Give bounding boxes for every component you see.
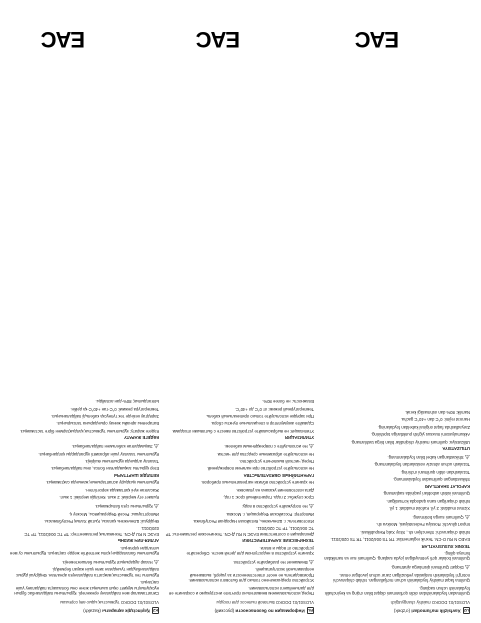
paragraph: Не используйте абразивные средства для чистки. xyxy=(216,451,314,457)
warning-triangle-icon: ⚠ xyxy=(308,442,314,449)
paragraph: Qurilmani bolalar qo'li yetmaydigan joyda saqlang. Qurilmani suv va namlikdan himoya qiling. xyxy=(324,550,470,562)
warning-line: ⚠Не погружайте устройство в воду. xyxy=(241,502,314,510)
warning-line: ⚠Зақымдалған кабельмен пайдаланбаңыз. xyxy=(71,442,159,450)
paragraph: Akkumulyatorni maxsus yig'ish punktlariga topshiring. xyxy=(370,432,470,438)
paragraph: Зарядтау кезінде тек түпнұсқа кабельді пайдаланыңыз. xyxy=(51,414,159,420)
section-heading: УТИЛИЗАЦИЯ xyxy=(285,435,314,441)
paragraph: Перед чисткой выключите устройство. xyxy=(239,459,314,465)
column-lang: (o'zbek) xyxy=(393,608,411,614)
paragraph: Влажность: не более 80%. xyxy=(262,399,314,405)
paragraph: При зарядке используйте только оригинальный кабель. xyxy=(205,414,314,420)
paragraph: Изготовитель: г. Шэньчжэнь, Китайская Народная Республика. xyxy=(192,518,314,524)
paragraph: Не используйте устройство при наличии повреждений. xyxy=(206,466,314,472)
paragraph: Qurilma faqat maishiy foydalanish uchun mo'ljallangan. Ishlab chiqaruvchi noto'g'ri foydalanish natijasida yetkazilgan zarar uchun javobgar emas. xyxy=(333,572,470,584)
column-ru xyxy=(164,8,314,614)
eac-mark-uz: EAC xyxy=(355,27,399,52)
paragraph: Қызмет ету мерзімі: 2 жыл. Кепілдік мерзімі: 1 жыл. xyxy=(59,495,159,501)
section-heading: ТЕХНИЧЕСКИЕ ХАРАКТЕРИСТИКИ xyxy=(242,538,314,544)
paragraph: Tozalashdan oldin qurilmani o'chiring. xyxy=(400,469,470,475)
manual-icon: UZ xyxy=(463,608,469,613)
warning-triangle-icon: ⚠ xyxy=(308,502,314,509)
section-heading: KAFOLAT SHARTLARI xyxy=(424,483,470,489)
column-title: Xavfsizlik ma'lumotlari xyxy=(411,608,461,614)
column-subtitle: VLDS01/01 DOOKO тұрмыстық ыдыс-аяқ сорғышы xyxy=(60,600,159,605)
column-header xyxy=(164,607,314,614)
paragraph: Декларация о соответствии ЕАЭС N RU Д-CN. Технические регламенты: ТР ТС 004/2011, ТР ТС 020/2011. xyxy=(165,526,314,537)
section-heading: UTILIZATSIYA xyxy=(442,446,470,452)
column-title: Информация по безопасности xyxy=(235,608,305,614)
column-lang: (kazakh) xyxy=(83,608,101,614)
warning-line: ⚠Құрылғыны суға батырмаңыз. xyxy=(94,502,159,510)
warning-line: ⚠Shikastlangan kabel bilan foydalanmang. xyxy=(387,453,470,461)
warning-triangle-icon: ⚠ xyxy=(464,512,470,519)
paragraph: Harorat rejimi: 0°C dan +40°C gacha. xyxy=(400,417,470,423)
column-subtitle: VLDS01/01 DOOKO Бытовой пылесос для посуды xyxy=(216,600,314,605)
paragraph: Qurilmani isitish asboblari yaqinida saqlamang. xyxy=(382,491,470,497)
paragraph: Tozalash uchun abraziv vositalardan foydalanmang. xyxy=(373,462,470,468)
warning-triangle-icon: ⚠ xyxy=(153,557,159,564)
paragraph: Xizmat muddati: 2 yil. Kafolat muddati: 1 yil. xyxy=(389,505,470,511)
paragraph: Не храните устройство вблизи нагревательных приборов. xyxy=(201,480,314,486)
section-heading: АГЛИЯ-ЛИЧ ЖИЗНЬ xyxy=(117,538,159,544)
column-lang: (русский) xyxy=(214,608,235,614)
warning-triangle-icon: ⚠ xyxy=(308,557,314,564)
paragraph: Құрылғы тек тұрмыстық мақсатта пайдалануға арналған. Өндіруші дұрыс пайдаланбаудан туындаған зиян үшін жауап бермейді. xyxy=(16,567,159,578)
paragraph: Құрылғыны балалардың қолы жетпейтін жерде сақтаңыз. Құрылғыны су мен ылғалдан қорғаңыз. xyxy=(9,545,159,556)
warning-triangle-icon: ⚠ xyxy=(464,563,470,570)
paragraph: Импортёр: Российская Федерация, г. Москва. xyxy=(225,511,314,517)
paragraph: ЕАЭС N RU Д-CN. Техникалық регламенттер: ТР ТС 004/2011, ТР ТС 020/2011. xyxy=(24,526,159,537)
eac-mark-kz: EAC xyxy=(41,27,85,52)
paragraph: Өндіруші: Шэньчжэнь қаласы, Қытай Халық Республикасы. xyxy=(44,518,159,524)
paragraph: Храните устройство в недоступном для детей месте. Оберегайте устройство от воды и влаги. xyxy=(186,545,314,556)
paragraph: Сипаттамалар мен пайдалану ережелері. Құрылғыны пайдаланбас бұрын нұсқаулықты мұқият оқып шығыңыз және оны болашақта пайдалану үшін сақтаңыз. xyxy=(14,580,159,596)
paragraph: Температурный режим: от 0°C до +40°C. xyxy=(234,406,314,412)
column-kz xyxy=(9,8,159,614)
warning-line: ⚠Внимание! Не разбирайте устройство. xyxy=(232,557,314,565)
paragraph: Zaryadlashda faqat original kabeldan foydalaning. xyxy=(377,424,470,430)
paragraph: Құрылғыны қыздыру аспаптарының жанында сақтамаңыз. xyxy=(45,480,159,486)
manual-icon: RU xyxy=(307,608,313,613)
section-heading: ГАРАНТИЙНЫЕ ОБЯЗАТЕЛЬСТВА xyxy=(243,472,314,478)
paragraph: Жасалған күні қаптамада көрсетілген. xyxy=(85,487,159,493)
column-subtitle: VLDS01/01 DOOKO maishiy changyutgich xyxy=(390,600,470,605)
column-header xyxy=(320,607,470,614)
warning-triangle-icon: ⚠ xyxy=(153,502,159,509)
paragraph: Utilizatsiya: qurilmani maishiy chiqindilar bilan birga tashlamang. xyxy=(350,439,470,445)
warning-line: ⚠Не используйте с повреждённым кабелем. xyxy=(224,442,314,450)
paragraph: Импорттаушы: Ресей Федерациясы, Мәскеу қ. xyxy=(68,511,159,517)
section-heading: КЕПІЛДІК ШАРТТАРЫ xyxy=(113,472,159,478)
paragraph: Тазалау алдында құрылғыны өшіріңіз. xyxy=(84,459,159,465)
paragraph: Namlik: 80% dan oshmasligi kerak. xyxy=(404,410,470,416)
paragraph: Дата изготовления указана на упаковке. xyxy=(235,487,314,493)
warning-line: ⚠Diqqat! Qurilmani qismlarga ajratmang. xyxy=(390,563,470,571)
column-uz xyxy=(320,8,470,614)
paragraph: Перед использованием внимательно прочтите инструкцию и сохраните её для дальнейшего использования. xyxy=(168,585,314,596)
paragraph: Import qiluvchi: Rossiya Federatsiyasi, Moskva sh. xyxy=(376,522,470,528)
manual-icon: KZ xyxy=(152,608,158,613)
paragraph: Утилизация: не выбрасывайте устройство вместе с бытовыми отходами. xyxy=(171,428,314,434)
paragraph: Кәдеге жарату: құрылғыны тұрмыстық қалдықтармен бірге тастамаңыз. xyxy=(19,428,159,434)
paragraph: Сдавайте аккумулятор в специальные пункты сбора. xyxy=(210,421,314,427)
paragraph: Qurilmadan foydalanishdan oldin qo'llanmani diqqat bilan o'qing va keyinchalik foydalanish uchun saqlang. xyxy=(324,585,470,596)
paragraph: Ishlab chiqarilgan sana qadoqda ko'rsatilgan. xyxy=(386,498,470,504)
paragraph: Ылғалдылық: 80%-дан аспайды. xyxy=(95,399,159,405)
paragraph: Shikastlangan qurilmadan foydalanmang. xyxy=(393,477,470,483)
section-heading: КӘДЕГЕ ЖАРАТУ xyxy=(124,435,159,441)
paragraph: Устройство предназначено только для бытового использования. Производитель не несёт ответственности за ущерб, вызванный неправильной эксплуатацией. xyxy=(188,567,314,584)
paragraph: Батареяны арнайы жинау орындарына тапсырыңыз. xyxy=(56,421,159,427)
warning-triangle-icon: ⚠ xyxy=(153,442,159,449)
paragraph: Егер құрылғы зақымдалған болса, оны пайдаланбаңыз. xyxy=(50,466,159,472)
section-heading: TEXNIK XUSUSIYATLAR xyxy=(421,543,470,549)
paragraph: Құрылғыны тазалау үшін абразивті құралдарды қолданбаңыз. xyxy=(38,451,159,457)
paragraph: Ishlab chiqaruvchi: Shenchjen sh., Xitoy Xalq Respublikasi. xyxy=(360,529,470,535)
column-title: Қауіпсіздік ақпараты xyxy=(102,608,150,614)
warning-line: ⚠Qurilmani suvga botirmang. xyxy=(412,512,470,520)
warning-triangle-icon: ⚠ xyxy=(464,453,470,460)
paragraph: EAEO N RU D-CN. Texnik reglamentlar: TR TS 004/2011, TR TS 020/2011. xyxy=(330,537,470,543)
eac-mark-ru: EAC xyxy=(196,27,240,52)
column-header xyxy=(9,607,159,614)
paragraph: Температура режимі: 0°C-тан +40°C-қа дейін. xyxy=(70,406,159,412)
warning-line: ⚠Назар аударыңыз! Құрылғыны бөлшектемеңіз. xyxy=(61,557,159,565)
paragraph: Срок службы: 2 года. Гарантийный срок: 1 год. xyxy=(223,495,314,501)
